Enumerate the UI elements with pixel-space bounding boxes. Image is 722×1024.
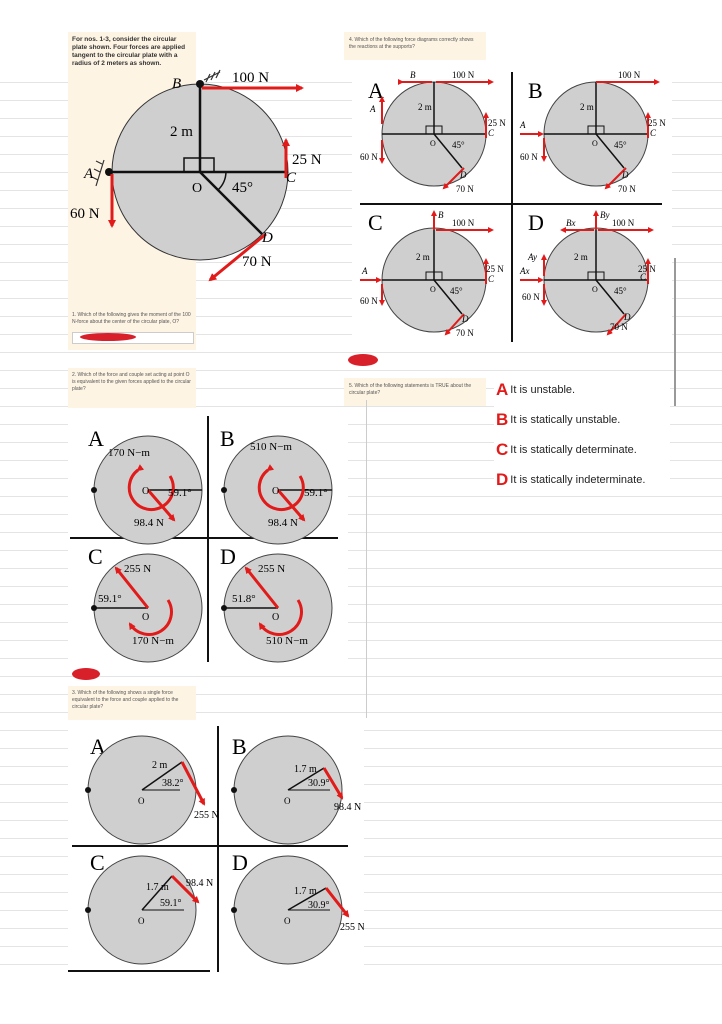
label-100n: 100 N — [232, 70, 270, 86]
svg-text:A: A — [520, 120, 526, 130]
svg-text:510 N−m: 510 N−m — [250, 441, 292, 453]
svg-text:O: O — [284, 916, 291, 926]
svg-text:60 N: 60 N — [522, 292, 540, 302]
label-70n: 70 N — [242, 254, 272, 270]
svg-text:60 N: 60 N — [360, 152, 378, 162]
q2-options-svg — [68, 412, 348, 664]
svg-text:25 N: 25 N — [486, 264, 504, 274]
q2-option-a[interactable] — [88, 426, 202, 544]
q2-note — [68, 368, 196, 408]
svg-text:B: B — [438, 210, 444, 220]
main-figure — [56, 68, 336, 290]
svg-text:510 N−m: 510 N−m — [266, 635, 308, 647]
svg-text:D: D — [462, 314, 469, 324]
svg-text:170 N−m: 170 N−m — [108, 447, 150, 459]
svg-text:O: O — [284, 796, 291, 806]
label-60n: 60 N — [70, 206, 100, 222]
q3-note — [68, 686, 196, 720]
svg-text:B: B — [528, 78, 543, 103]
q3-options — [68, 724, 364, 974]
svg-text:255 N: 255 N — [194, 810, 219, 821]
q5-option-c[interactable] — [496, 440, 637, 460]
svg-text:A: A — [362, 266, 368, 276]
q3-option-a[interactable] — [85, 734, 219, 844]
svg-text:30.9°: 30.9° — [308, 900, 330, 911]
svg-text:D: D — [624, 312, 631, 322]
q3-option-d[interactable] — [231, 850, 364, 964]
q5-text-a: It is unstable. — [510, 384, 576, 396]
svg-text:2 m: 2 m — [416, 252, 430, 262]
label-c: C — [286, 170, 297, 186]
svg-text:O: O — [272, 486, 280, 497]
support-b-icon — [204, 70, 220, 82]
q4-option-d[interactable] — [519, 210, 656, 334]
svg-text:A: A — [370, 104, 376, 114]
label-o: O — [192, 181, 203, 196]
svg-text:98.4 N: 98.4 N — [134, 517, 164, 529]
right-column-divider — [366, 400, 367, 718]
label-b: B — [172, 76, 182, 92]
q3-text: 3. Which of the following shows a single force equivalent to the force and couple applied to the circular plate? — [72, 690, 179, 710]
svg-text:O: O — [592, 139, 598, 148]
svg-text:2 m: 2 m — [574, 252, 588, 262]
svg-text:45°: 45° — [614, 140, 627, 150]
svg-text:25 N: 25 N — [648, 118, 666, 128]
q5-options — [494, 378, 670, 496]
svg-text:98.4 N: 98.4 N — [186, 878, 214, 889]
svg-text:59.1°: 59.1° — [168, 487, 192, 499]
svg-text:D: D — [622, 170, 629, 180]
svg-text:O: O — [592, 285, 598, 294]
svg-text:59.1°: 59.1° — [160, 898, 182, 909]
label-a: A — [84, 166, 94, 182]
q5-option-b[interactable] — [496, 410, 620, 430]
svg-text:255 N: 255 N — [258, 563, 286, 575]
q1-text: 1. Which of the following gives the moment of the 100 N-force about the center of the circular plate, O? — [72, 312, 191, 325]
svg-text:45°: 45° — [452, 140, 465, 150]
q3-options-svg — [68, 724, 364, 974]
svg-text:Bx: Bx — [566, 218, 576, 228]
svg-text:By: By — [600, 210, 610, 220]
svg-text:30.9°: 30.9° — [308, 778, 330, 789]
q4-option-b[interactable] — [519, 70, 666, 194]
svg-text:C: C — [90, 850, 105, 875]
q3-option-c[interactable] — [85, 850, 213, 964]
svg-text:70 N: 70 N — [456, 328, 474, 338]
q4-note — [344, 32, 486, 60]
q5-text: 5. Which of the following statements is TRUE about the circular plate? — [349, 383, 472, 396]
svg-text:Ay: Ay — [528, 252, 537, 262]
svg-text:B: B — [410, 70, 416, 80]
svg-text:2 m: 2 m — [152, 760, 168, 771]
svg-text:255 N: 255 N — [124, 563, 152, 575]
svg-text:59.1°: 59.1° — [304, 487, 328, 499]
q5-option-d[interactable] — [496, 470, 645, 490]
label-d: D — [262, 230, 273, 246]
svg-text:45°: 45° — [450, 286, 463, 296]
q5-text-b: It is statically unstable. — [510, 414, 621, 426]
svg-text:60 N: 60 N — [520, 152, 538, 162]
svg-text:Ax: Ax — [520, 266, 530, 276]
intro-text: For nos. 1-3, consider the circular plate shown. Four forces are applied tangent to the circular plate with a radius of 2 meters as shown. — [72, 36, 186, 68]
svg-text:255 N: 255 N — [340, 922, 364, 933]
svg-text:B: B — [220, 426, 235, 451]
svg-text:C: C — [488, 274, 495, 284]
q2-options — [68, 412, 348, 664]
label-radius: 2 m — [170, 124, 193, 140]
svg-text:98.4 N: 98.4 N — [334, 802, 362, 813]
q1-redaction — [80, 333, 136, 341]
svg-text:60 N: 60 N — [360, 296, 378, 306]
svg-text:A: A — [368, 78, 384, 103]
q4-redaction — [348, 354, 378, 366]
q2-option-b[interactable] — [220, 426, 332, 544]
q2-option-d[interactable] — [220, 544, 332, 662]
svg-text:B: B — [232, 734, 247, 759]
label-25n: 25 N — [292, 152, 322, 168]
q5-option-a[interactable] — [496, 380, 575, 400]
svg-text:C: C — [88, 544, 103, 569]
q5-text-d: It is statically indeterminate. — [510, 474, 646, 486]
q5-letter-d: D — [496, 470, 509, 489]
support-a-icon — [92, 160, 104, 186]
svg-text:100 N: 100 N — [452, 70, 475, 80]
q5-letter-a: A — [496, 380, 509, 399]
svg-text:70 N: 70 N — [610, 322, 628, 332]
scrollbar-track[interactable] — [674, 258, 676, 406]
q3-option-b[interactable] — [231, 734, 361, 844]
svg-text:70 N: 70 N — [456, 184, 474, 194]
svg-text:45°: 45° — [614, 286, 627, 296]
svg-text:100 N: 100 N — [618, 70, 641, 80]
svg-text:C: C — [640, 272, 647, 282]
q4-options — [352, 64, 672, 346]
q4-option-c[interactable] — [360, 210, 504, 338]
svg-text:100 N: 100 N — [452, 218, 475, 228]
svg-text:A: A — [88, 426, 104, 451]
svg-text:O: O — [430, 139, 436, 148]
svg-text:51.8°: 51.8° — [232, 593, 256, 605]
svg-text:C: C — [368, 210, 383, 235]
q4-options-svg — [352, 64, 672, 346]
svg-text:1.7 m: 1.7 m — [146, 882, 169, 893]
svg-text:59.1°: 59.1° — [98, 593, 122, 605]
q4-text: 4. Which of the following force diagrams correctly shows the reactions at the supports? — [349, 37, 474, 50]
svg-text:25 N: 25 N — [488, 118, 506, 128]
svg-text:O: O — [272, 612, 280, 623]
svg-text:D: D — [232, 850, 248, 875]
svg-text:100 N: 100 N — [612, 218, 635, 228]
svg-text:98.4 N: 98.4 N — [268, 517, 298, 529]
svg-text:D: D — [528, 210, 544, 235]
main-figure-svg — [56, 68, 336, 290]
svg-text:C: C — [488, 128, 495, 138]
q5-letter-c: C — [496, 440, 509, 459]
q2-redaction — [72, 668, 100, 680]
svg-text:70 N: 70 N — [618, 184, 636, 194]
svg-text:O: O — [138, 796, 145, 806]
svg-text:2 m: 2 m — [580, 102, 594, 112]
svg-text:A: A — [90, 734, 106, 759]
svg-text:O: O — [138, 916, 145, 926]
q4-option-a[interactable] — [360, 70, 506, 194]
q5-text-c: It is statically determinate. — [510, 444, 637, 456]
svg-text:D: D — [460, 170, 467, 180]
label-angle: 45° — [232, 180, 253, 196]
svg-text:O: O — [142, 486, 150, 497]
svg-text:2 m: 2 m — [418, 102, 432, 112]
svg-text:D: D — [220, 544, 236, 569]
svg-text:O: O — [142, 612, 150, 623]
svg-text:O: O — [430, 285, 436, 294]
svg-text:38.2°: 38.2° — [162, 778, 184, 789]
svg-text:C: C — [650, 128, 657, 138]
q5-letter-b: B — [496, 410, 509, 429]
svg-text:25 N: 25 N — [638, 264, 656, 274]
svg-text:1.7 m: 1.7 m — [294, 886, 317, 897]
svg-text:170 N−m: 170 N−m — [132, 635, 174, 647]
q2-text: 2. Which of the force and couple set acting at point O is equivalent to the given forces applied to the circular plate? — [72, 372, 191, 392]
q2-option-c[interactable] — [88, 544, 202, 662]
svg-text:1.7 m: 1.7 m — [294, 764, 317, 775]
